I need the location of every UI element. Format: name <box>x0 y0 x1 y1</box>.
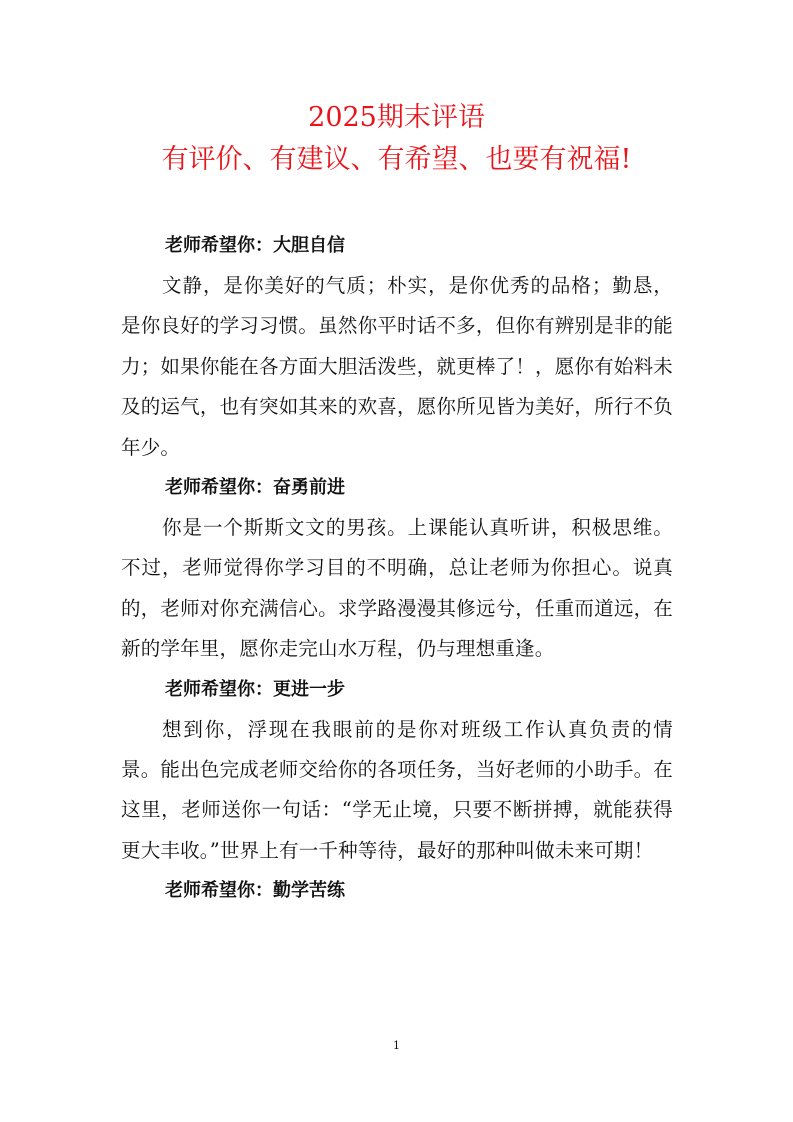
section-heading: 老师希望你：大胆自信 <box>165 235 345 256</box>
document-title: 2025期末评语 <box>308 102 485 133</box>
page-number: 1 <box>393 1039 400 1052</box>
document-subtitle: 有评价、有建议、有希望、也要有祝福! <box>161 144 632 175</box>
section-paragraph: 想到你，浮现在我眼前的是你对班级工作认真负责的情景。能出色完成老师交给你的各项任务，当好老师的小助手。在这里，老师送你一句话：“学无止境，只要不断拼搏，就能获得更大丰收。”世界上有一千种等待，最好的那种叫做未来可期！ <box>121 717 673 862</box>
section-heading: 老师希望你：奋勇前进 <box>165 477 345 499</box>
section-paragraph: 你是一个斯斯文文的男孩。上课能认真听讲，积极思维。不过，老师觉得你学习目的不明确，总让老师为你担心。说真的，老师对你充满信心。求学路漫漫其修远兮，任重而道远，在新的学年里，愿你走完山水万程，仍与理想重逢。 <box>121 516 673 661</box>
section-heading: 老师希望你：更进一步 <box>165 678 345 700</box>
document-body <box>121 226 673 911</box>
section-paragraph: 文静，是你美好的气质；朴实，是你优秀的品格；勤恳，是你良好的学习习惯。虽然你平时话不多，但你有辨别是非的能力；如果你能在各方面大胆活泼些，就更棒了！，愿你有始料未及的运气，也有突如其来的欢喜，愿你所见皆为美好，所行不负年少。 <box>121 274 673 459</box>
section-heading: 老师希望你：勤学苦练 <box>165 880 345 902</box>
